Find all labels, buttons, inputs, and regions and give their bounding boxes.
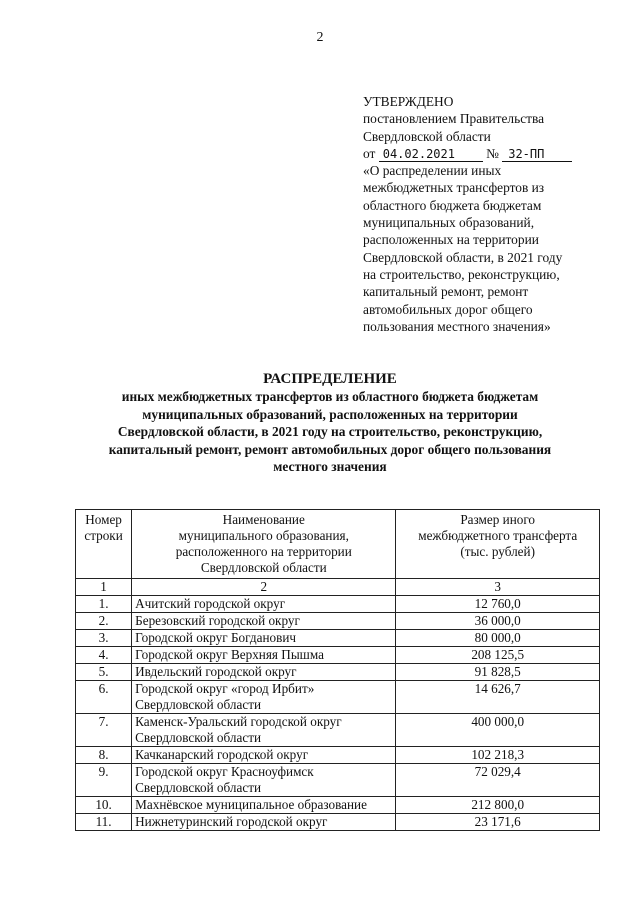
transfer-amount: 23 171,6 bbox=[396, 814, 600, 831]
transfer-amount: 91 828,5 bbox=[396, 664, 600, 681]
table-row bbox=[76, 714, 600, 747]
table-row bbox=[76, 814, 600, 831]
transfer-amount: 208 125,5 bbox=[396, 647, 600, 664]
heading-line: муниципальных образований, расположенных на территории bbox=[142, 406, 518, 422]
heading-line: капитальный ремонт, ремонт автомобильных дорог общего пользования bbox=[108, 441, 552, 457]
municipality-name: Ачитский городской округ bbox=[132, 596, 396, 613]
header-line: строки bbox=[84, 528, 123, 543]
transfer-amount: 14 626,7 bbox=[396, 681, 600, 714]
header-line: Номер bbox=[85, 512, 122, 527]
approval-line: Свердловской области bbox=[363, 128, 491, 144]
heading-line: иных межбюджетных трансфертов из областного бюджета бюджетам bbox=[121, 389, 539, 404]
subject-line: пользования местного значения» bbox=[363, 318, 551, 334]
header-line: расположенного на территории bbox=[175, 544, 352, 559]
row-number: 7. bbox=[76, 714, 132, 747]
row-number: 9. bbox=[76, 764, 132, 797]
heading-subtitle bbox=[80, 388, 580, 476]
municipality-name: Качканарский городской округ bbox=[132, 747, 396, 764]
column-number: 3 bbox=[396, 579, 600, 596]
table-row bbox=[76, 630, 600, 647]
from-label: от bbox=[363, 145, 376, 161]
table-row bbox=[76, 764, 600, 797]
municipality-name: Нижнетуринский городской округ bbox=[132, 814, 396, 831]
number-label: № bbox=[486, 145, 499, 161]
table-row bbox=[76, 681, 600, 714]
table-row bbox=[76, 613, 600, 630]
transfer-amount: 212 800,0 bbox=[396, 797, 600, 814]
transfer-amount: 12 760,0 bbox=[396, 596, 600, 613]
approval-title: УТВЕРЖДЕНО bbox=[363, 94, 454, 109]
row-number: 11. bbox=[76, 814, 132, 831]
heading-line: местного значения bbox=[273, 459, 387, 474]
header-line: Свердловской области bbox=[200, 560, 327, 575]
subject-line: областного бюджета бюджетам bbox=[363, 197, 542, 213]
subject-line: расположенных на территории bbox=[363, 232, 539, 248]
transfers-table bbox=[75, 509, 600, 831]
row-number: 8. bbox=[76, 747, 132, 764]
header-line: муниципального образования, bbox=[178, 528, 349, 543]
row-number: 2. bbox=[76, 613, 132, 630]
subject-line: капитальный ремонт, ремонт bbox=[363, 284, 529, 300]
subject-line: автомобильных дорог общего bbox=[363, 301, 533, 317]
table-header-row bbox=[76, 510, 600, 579]
row-number: 6. bbox=[76, 681, 132, 714]
column-number: 2 bbox=[132, 579, 396, 596]
transfer-amount: 72 029,4 bbox=[396, 764, 600, 797]
municipality-name: Махнёвское муниципальное образование bbox=[132, 797, 396, 814]
approval-number: 32-ПП bbox=[502, 147, 572, 162]
row-number: 1. bbox=[76, 596, 132, 613]
table-row bbox=[76, 797, 600, 814]
subject-line: муниципальных образований, bbox=[363, 215, 535, 231]
table-row bbox=[76, 747, 600, 764]
subject-line: межбюджетных трансфертов из bbox=[363, 180, 545, 196]
transfer-amount: 102 218,3 bbox=[396, 747, 600, 764]
header-line: (тыс. рублей) bbox=[460, 544, 535, 559]
municipality-name: Городской округ «город Ирбит» Свердловской области bbox=[132, 681, 396, 714]
header-line: Наименование bbox=[222, 512, 305, 527]
column-numbers-row bbox=[76, 579, 600, 596]
document-heading bbox=[80, 370, 580, 476]
header-municipality bbox=[132, 510, 396, 579]
approval-line: постановлением Правительства bbox=[363, 111, 545, 127]
header-row-number bbox=[76, 510, 132, 579]
approval-date: 04.02.2021 bbox=[379, 147, 483, 162]
table-row bbox=[76, 647, 600, 664]
table-row bbox=[76, 596, 600, 613]
municipality-name: Городской округ Верхняя Пышма bbox=[132, 647, 396, 664]
column-number: 1 bbox=[76, 579, 132, 596]
heading-title: РАСПРЕДЕЛЕНИЕ bbox=[263, 371, 397, 387]
municipality-name: Каменск-Уральский городской округ Свердловской области bbox=[132, 714, 396, 747]
transfer-amount: 400 000,0 bbox=[396, 714, 600, 747]
heading-line: Свердловской области, в 2021 году на строительство, реконструкцию, bbox=[117, 424, 543, 439]
transfer-amount: 80 000,0 bbox=[396, 630, 600, 647]
approval-subject bbox=[363, 162, 613, 335]
subject-line: Свердловской области, в 2021 году bbox=[363, 249, 563, 265]
approval-block bbox=[363, 93, 613, 335]
header-line: межбюджетного трансферта bbox=[418, 528, 578, 543]
page-number: 2 bbox=[316, 30, 324, 45]
row-number: 4. bbox=[76, 647, 132, 664]
municipality-name: Городской округ Красноуфимск Свердловской области bbox=[132, 764, 396, 797]
transfer-amount: 36 000,0 bbox=[396, 613, 600, 630]
municipality-name: Березовский городской округ bbox=[132, 613, 396, 630]
header-line: Размер иного bbox=[460, 512, 536, 527]
approval-date-number-line bbox=[363, 145, 613, 162]
row-number: 10. bbox=[76, 797, 132, 814]
subject-line: на строительство, реконструкцию, bbox=[363, 266, 560, 282]
municipality-name: Ивдельский городской округ bbox=[132, 664, 396, 681]
row-number: 5. bbox=[76, 664, 132, 681]
row-number: 3. bbox=[76, 630, 132, 647]
municipality-name: Городской округ Богданович bbox=[132, 630, 396, 647]
header-amount bbox=[396, 510, 600, 579]
subject-line: «О распределении иных bbox=[363, 163, 502, 179]
table-row bbox=[76, 664, 600, 681]
